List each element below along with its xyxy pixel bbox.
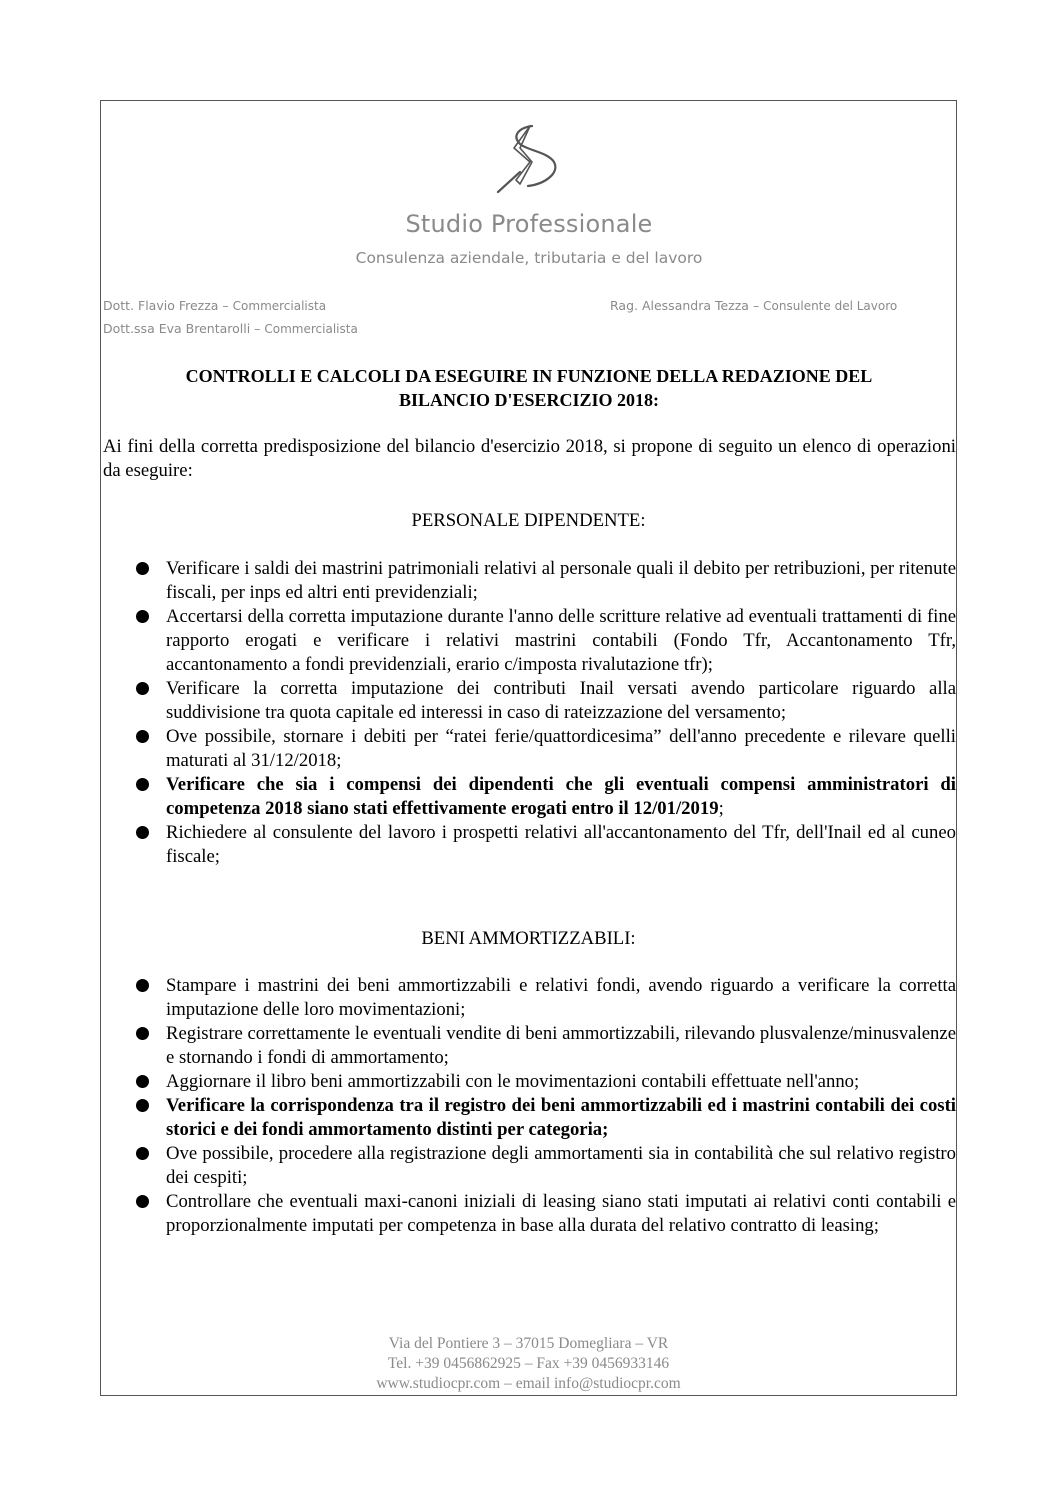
- list-beni: [130, 974, 956, 1238]
- list-item: Controllare che eventuali maxi-canoni iniziali di leasing siano stati imputati ai relativi conti contabili e proporzionalmente imputati per competenza in base alla durata del relativo contratto di leasing;: [130, 1190, 956, 1238]
- list-item: Richiedere al consulente del lavoro i prospetti relativi all'accantonamento del Tfr, dell'Inail ed al cuneo fiscale;: [130, 821, 956, 869]
- bullet-icon: [136, 826, 149, 839]
- bullet-icon: [136, 682, 149, 695]
- bullet-icon: [136, 562, 149, 575]
- bullet-icon: [136, 610, 149, 623]
- list-item: Verificare i saldi dei mastrini patrimoniali relativi al personale quali il debito per retribuzioni, per ritenute fiscali, per inps ed altri enti previdenziali;: [130, 557, 956, 605]
- professional-role: Commercialista: [232, 299, 327, 313]
- footer-address: Via del Pontiere 3 – 37015 Domegliara – VR: [388, 1335, 669, 1352]
- document-title: [104, 364, 954, 412]
- footer: [100, 1334, 957, 1394]
- studio-name: Studio Professionale: [405, 210, 653, 238]
- list-item: Verificare che sia i compensi dei dipendenti che gli eventuali compensi amministratori di competenza 2018 siano stati effettivamente erogati entro il 12/01/2019;: [130, 773, 956, 821]
- professional-name: Dott.ssa Eva Brentarolli –: [103, 321, 265, 336]
- title-line-2: BILANCIO D'ESERCIZIO 2018:: [398, 390, 660, 410]
- bullet-icon: [136, 1075, 149, 1088]
- bullet-icon: [136, 778, 149, 791]
- professional-role: Commercialista: [264, 322, 358, 336]
- footer-phone: Tel. +39 0456862925 – Fax +39 0456933146: [387, 1355, 670, 1372]
- bullet-icon: [136, 1027, 149, 1040]
- intro-paragraph: Ai fini della corretta predisposizione del bilancio d'esercizio 2018, si propone di seguito un elenco di operazioni da eseguire:: [103, 436, 956, 481]
- bullet-icon: [136, 730, 149, 743]
- list-personale: [130, 557, 956, 869]
- bullet-icon: [136, 1099, 149, 1112]
- title-line-1: CONTROLLI E CALCOLI DA ESEGUIRE IN FUNZIONE DELLA REDAZIONE DEL: [185, 366, 873, 386]
- bullet-icon: [136, 979, 149, 992]
- list-item: Ove possibile, stornare i debiti per “ratei ferie/quattordicesima” dell'anno precedente e rilevare quelli maturati al 31/12/2018;: [130, 725, 956, 773]
- bullet-icon: [136, 1195, 149, 1208]
- list-item: Stampare i mastrini dei beni ammortizzabili e relativi fondi, avendo riguardo a verificare la corretta imputazione delle loro movimentazioni;: [130, 974, 956, 1022]
- studio-subtitle: Consulenza aziendale, tributaria e del lavoro: [355, 249, 703, 267]
- list-item: Accertarsi della corretta imputazione durante l'anno delle scritture relative ad eventuali trattamenti di fine rapporto erogati e verificare i relativi mastrini contabili (Fondo Tfr, Accantonamento Tfr, accantonamento a fondi previdenziali, erario c/imposta rivalutazione tfr);: [130, 605, 956, 677]
- list-item: Registrare correttamente le eventuali vendite di beni ammortizzabili, rilevando plusvalenze/minusvalenze e stornando i fondi di ammortamento;: [130, 1022, 956, 1070]
- section-heading-personale: PERSONALE DIPENDENTE:: [411, 510, 646, 531]
- professional-name: Rag. Alessandra Tezza –: [610, 298, 764, 313]
- list-item: Verificare la corrispondenza tra il registro dei beni ammortizzabili ed i mastrini contabili dei costi storici e dei fondi ammortamento distinti per categoria;: [130, 1094, 956, 1142]
- studio-logo-icon: [490, 118, 570, 198]
- section-heading-beni: BENI AMMORTIZZABILI:: [421, 928, 636, 949]
- list-item: Ove possibile, procedere alla registrazione degli ammortamenti sia in contabilità che sul relativo registro dei cespiti;: [130, 1142, 956, 1190]
- professional-name: Dott. Flavio Frezza –: [103, 298, 233, 313]
- professional-brentarolli: [103, 318, 358, 337]
- professional-role: Consulente del Lavoro: [763, 299, 898, 313]
- list-item: Verificare la corretta imputazione dei contributi Inail versati avendo particolare riguardo alla suddivisione tra quota capitale ed interessi in caso di rateizzazione del versamento;: [130, 677, 956, 725]
- bullet-icon: [136, 1147, 149, 1160]
- professional-frezza: [103, 295, 326, 314]
- list-item: Aggiornare il libro beni ammortizzabili con le movimentazioni contabili effettuate nell'anno;: [130, 1070, 956, 1094]
- professional-tezza: [610, 295, 897, 314]
- footer-web: www.studiocpr.com – email info@studiocpr.com: [376, 1375, 681, 1392]
- bold-text: Verificare che sia i compensi dei dipendenti che gli eventuali compensi amministratori di competenza 2018 siano stati effettivamente erogati entro il 12/01/2019: [166, 774, 956, 819]
